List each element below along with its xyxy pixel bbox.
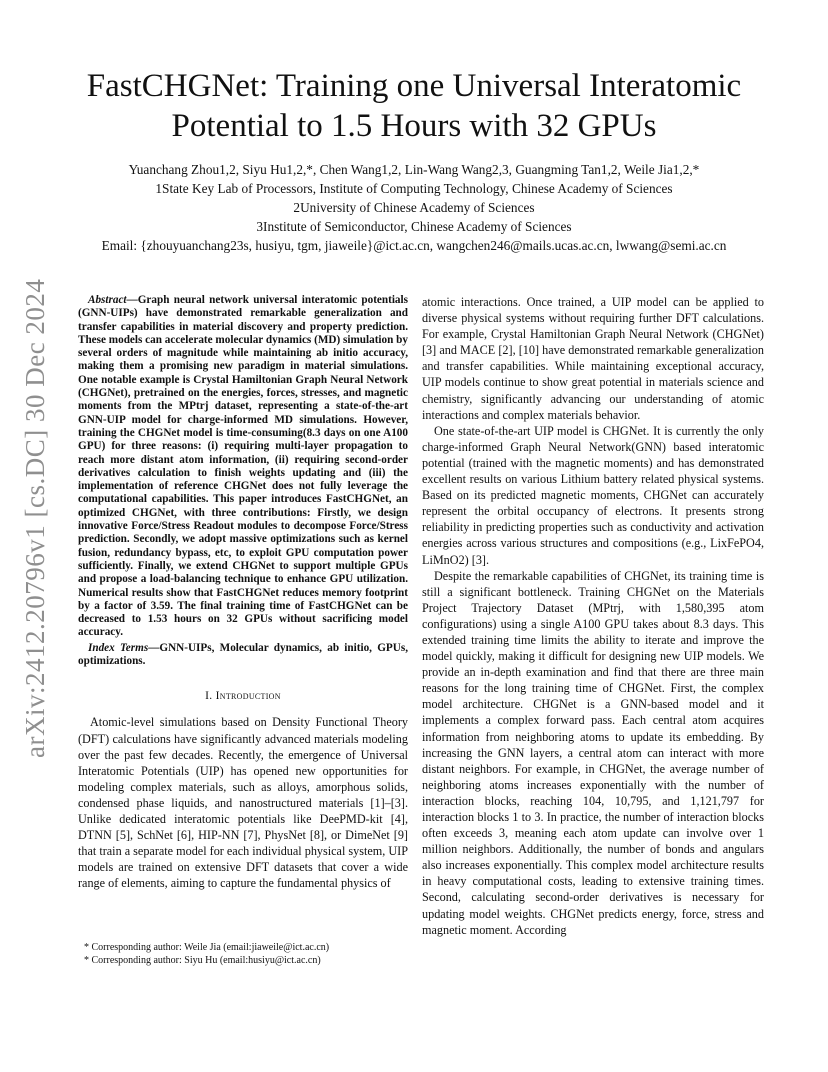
abstract-lead: Abstract (88, 294, 127, 306)
intro-paragraph-2: atomic interactions. Once trained, a UIP model can be applied to diverse physical systems without requiring further DFT calculations. For example, Crystal Hamiltonian Graph Neural Network (CHGNet) [3] and MACE [2], [10] have demonstrated remarkable generalization and transfer capabilities. While maintaining exceptional accuracy, UIP models continue to show great potential in materials science and chemistry, significantly advancing our understanding of atomic interactions and complex materials behavior. (422, 295, 764, 422)
author-block (60, 160, 768, 255)
arxiv-identifier-text: arXiv:2412.20796v1 [cs.DC] 30 Dec 2024 (20, 278, 50, 758)
intro-paragraph-1: Atomic-level simulations based on Density Functional Theory (DFT) calculations have significantly advanced materials modeling over the past few decades. Recently, the emergence of Universal Interatomic Potentials (UIP) has opened new opportunities for modeling complex materials, such as alloys, amorphous solids, condensed phase liquids, and nanostructured materials [1]–[3]. Unlike dedicated interatomic potentials like DeePMD-kit [4], DTNN [5], SchNet [6], HIP-NN [7], PhysNet [8], or DimeNet [9] that train a separate model for each individual physical system, UIP models are trained on extensive DFT datasets that cover a wide range of elements, aiming to capture the fundamental physics of (78, 715, 408, 891)
intro-paragraph-3: One state-of-the-art UIP model is CHGNet. It is currently the only charge-informed Graph Neural Network(GNN) based interatomic potential (trained with the magnetic moments) and has demonstrated excellent results on various Lithium battery related physical systems. Based on its predicted magnetic moments, CHGNet can accurately represent the orbital occupancy of electrons. It presents strong reliability in predicting properties such as conductivity and activation energies across various structures and compositions (e.g., LixFePO4, LiMnO2) [3]. (422, 423, 764, 567)
arxiv-identifier-stamp (20, 278, 54, 758)
paper-title (60, 66, 768, 146)
title-line-1: FastCHGNet: Training one Universal Interatomic (86, 68, 742, 104)
affiliation-1: 1State Key Lab of Processors, Institute of Computing Technology, Chinese Academy of Sciences (155, 181, 673, 196)
left-column (78, 294, 408, 891)
author-names: Yuanchang Zhou1,2, Siyu Hu1,2,*, Chen Wang1,2, Lin-Wang Wang2,3, Guangming Tan1,2, Weile Jia1,2,* (128, 162, 700, 177)
intro-paragraph-4: Despite the remarkable capabilities of CHGNet, its training time is still a significant bottleneck. Training CHGNet on the Materials Project Trajectory Dataset (MPtrj, with 1,580,395 atom configurations) using a single A100 GPU takes about 8.3 days. This extended training time limits the ability to iterate and improve the model quickly, making it difficult for designing new UIP models. We provide an in-depth examination and find that there are three main reasons for the long training time of CHGNet. First, the complex model architecture. CHGNet is a GNN-based model and it implements a complex forward pass. Each central atom acquires information from neighboring atoms to update its embedding. By increasing the GNN layers, a central atom can interact with more distant neighbors. For example, in CHGNet, the average number of neighboring atoms increases exponentially with the number of interaction blocks, reaching 104, 10,795, and 1,121,797 for interaction blocks 1 to 3. In practice, the number of interaction blocks often exceeds 3, meaning each atom update can involve over 1 million neighbors. Additionally, the number of bonds and angulars also increases exponentially. This complex model architecture results in heavy computational costs, leading to extensive training times. Second, calculating second-order derivatives is necessary for updating model weights. CHGNet predicts energy, force, stress and magnetic moment. According (422, 568, 764, 937)
abstract-text: —Graph neural network universal interatomic potentials (GNN-UIPs) have demonstrated remarkable generalization and transfer capabilities in material discovery and property prediction. These models can accelerate molecular dynamics (MD) simulation by several orders of magnitude while maintaining ab initio accuracy, making them a promising new paradigm in material simulations. One notable example is Crystal Hamiltonian Graph Neural Network (CHGNet), pretrained on the energies, forces, stresses, and magnetic moments from the MPtrj dataset, representing a state-of-the-art GNN-UIP model for charge-informed MD simulations. However, training the CHGNet model is time-consuming(8.3 days on one A100 GPU) for three reasons: (i) requiring multi-layer propagation to reach more distant atom information, (ii) requiring second-order derivatives calculation to finish weights updating and (iii) the implementation of reference CHGNet does not fully leverage the computational capabilities. This paper introduces FastCHGNet, an optimized CHGNet, with three contributions: Firstly, we design innovative Force/Stress Readout modules to decompose Force/Stress prediction. Secondly, we adopt massive optimizations such as kernel fusion, redundancy bypass, etc, to exploit GPU computation power sufficiently. Finally, we extend CHGNet to support multiple GPUs and propose a load-balancing technique to enhance GPU utilization. Numerical results show that FastCHGNet reduces memory footprint by a factor of 3.59. The final training time of FastCHGNet can be decreased to 1.53 hours on 32 GPUs without sacrificing model accuracy. (78, 294, 408, 639)
footnote-corresponding-author-1: * Corresponding author: Weile Jia (email:jiaweile@ict.ac.cn) (84, 942, 330, 953)
footnotes (78, 942, 408, 968)
index-terms-text: —GNN-UIPs, Molecular dynamics, ab initio, GPUs, optimizations. (78, 641, 408, 668)
title-line-2: Potential to 1.5 Hours with 32 GPUs (171, 108, 657, 144)
right-column (422, 294, 764, 938)
index-terms (78, 642, 408, 669)
index-terms-lead: Index Terms (88, 641, 149, 654)
affiliation-3: 3Institute of Semiconductor, Chinese Academy of Sciences (256, 219, 572, 234)
footnote-corresponding-author-2: * Corresponding author: Siyu Hu (email:husiyu@ict.ac.cn) (84, 954, 321, 966)
abstract (78, 294, 408, 640)
section-heading-introduction: I. Introduction (205, 690, 281, 703)
author-emails: Email: {zhouyuanchang23s, husiyu, tgm, jiaweile}@ict.ac.cn, wangchen246@mails.ucas.ac.cn, lwwang@semi.ac.cn (101, 238, 727, 253)
affiliation-2: 2University of Chinese Academy of Sciences (293, 200, 535, 215)
